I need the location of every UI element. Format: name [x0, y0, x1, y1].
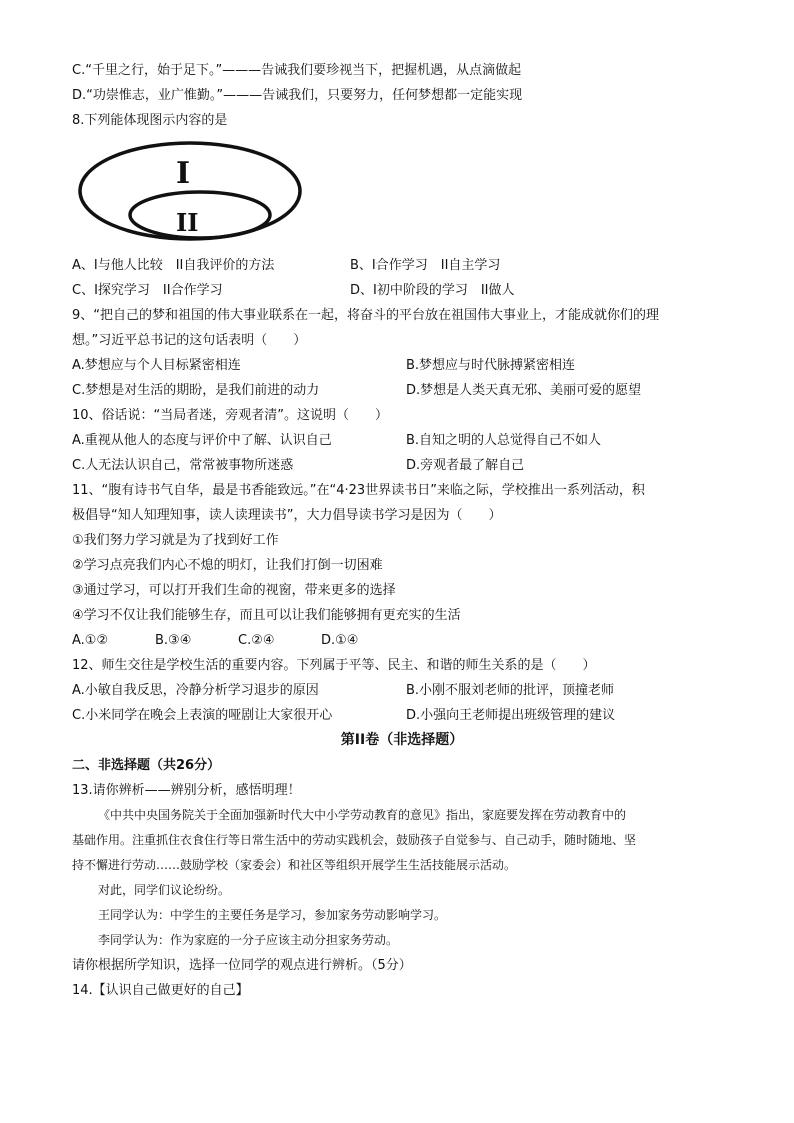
- q8-option-c: C、I探究学习 II合作学习: [72, 283, 223, 298]
- q10-option-d: D.旁观者最了解自己: [406, 458, 525, 473]
- q12-option-a: A.小敏自我反思，冷静分析学习退步的原因: [72, 683, 319, 698]
- q9-stem-line1: 9、“把自己的梦和祖国的伟大事业联系在一起，将奋斗的平台放在祖国伟大事业上，才能成就你们的理: [72, 308, 660, 323]
- q10-options-row2: [72, 453, 732, 478]
- q11-option-d: D.①④: [321, 633, 359, 648]
- q11-item-1: ①我们努力学习就是为了找到好工作: [72, 533, 279, 548]
- q11-option-c: C.②④: [238, 633, 275, 648]
- q13-wang-opinion: 王同学认为：中学生的主要任务是学习，参加家务劳动影响学习。: [98, 908, 447, 922]
- q13-quote-line1: 《中共中央国务院关于全面加强新时代大中小学劳动教育的意见》指出，家庭要发挥在劳动教育中的: [98, 808, 627, 822]
- q8-ellipse-figure: [72, 133, 732, 253]
- q9-option-c: C.梦想是对生活的期盼，是我们前进的动力: [72, 383, 320, 398]
- q9-options-row1: [72, 353, 732, 378]
- q10-option-a: A.重视从他人的态度与评价中了解、认识自己: [72, 433, 332, 448]
- inner-ellipse-label: II: [176, 208, 199, 237]
- q8-options-row1: [72, 253, 732, 278]
- q8-option-a: A、I与他人比较 II自我评价的方法: [72, 258, 275, 273]
- q12-option-d: D.小强向王老师提出班级管理的建议: [406, 708, 616, 723]
- q11-options: [72, 628, 732, 653]
- q9-option-b: B.梦想应与时代脉搏紧密相连: [406, 358, 576, 373]
- q13-li-opinion: 李同学认为：作为家庭的一分子应该主动分担家务劳动。: [98, 933, 399, 947]
- q12-option-c: C.小米同学在晚会上表演的哑剧让大家很开心: [72, 708, 333, 723]
- q12-options-row1: [72, 678, 732, 703]
- q14-stem: 14.【认识自己做更好的自己】: [72, 983, 249, 998]
- exam-page: [72, 58, 732, 1003]
- q10-option-b: B.自知之明的人总觉得自己不如人: [406, 433, 602, 448]
- q13-quote-line3: 持不懈进行劳动……鼓励学校（家委会）和社区等组织开展学生生活技能展示活动。: [72, 858, 517, 872]
- q9-option-a: A.梦想应与个人目标紧密相连: [72, 358, 241, 373]
- part-two-heading: 二、非选择题（共26分）: [72, 758, 221, 773]
- q11-option-b: B.③④: [155, 633, 192, 648]
- q13-discussion: 对此，同学们议论纷纷。: [98, 883, 231, 897]
- inner-ellipse: [130, 192, 270, 238]
- q10-options-row1: [72, 428, 732, 453]
- q10-stem: 10、俗话说：“当局者迷，旁观者清”。这说明（ ）: [72, 408, 389, 423]
- q11-item-4: ④学习不仅让我们能够生存，而且可以让我们能够拥有更充实的生活: [72, 608, 461, 623]
- outer-ellipse-label: I: [176, 156, 191, 191]
- q11-item-3: ③通过学习，可以打开我们生命的视窗，带来更多的选择: [72, 583, 396, 598]
- q9-stem-line2: 想。”习近平总书记的这句话表明（ ）: [72, 333, 307, 348]
- q8-options-row2: [72, 278, 732, 303]
- q11-stem-line2: 极倡导“知人知理知事，读人读理读书”，大力倡导读书学习是因为（ ）: [72, 508, 502, 523]
- q8-option-d: D、I初中阶段的学习 II做人: [350, 283, 515, 298]
- q9-options-row2: [72, 378, 732, 403]
- part-two-title: 第II卷（非选择题）: [340, 732, 464, 748]
- q7-option-c: C.“千里之行，始于足下。”———告诫我们要珍视当下，把握机遇，从点滴做起: [72, 63, 522, 78]
- q12-stem: 12、师生交往是学校生活的重要内容。下列属于平等、民主、和谐的师生关系的是（ ）: [72, 658, 596, 673]
- q11-option-a: A.①②: [72, 633, 109, 648]
- q8-stem: 8.下列能体现图示内容的是: [72, 113, 228, 128]
- q11-stem-line1: 11、“腹有诗书气自华，最是书香能致远。”在“4·23世界读书日”来临之际，学校推出一系列活动，积: [72, 483, 645, 498]
- q12-options-row2: [72, 703, 732, 728]
- q10-option-c: C.人无法认识自己，常常被事物所迷惑: [72, 458, 294, 473]
- q12-option-b: B.小刚不服刘老师的批评，顶撞老师: [406, 683, 615, 698]
- q11-item-2: ②学习点亮我们内心不熄的明灯，让我们打倒一切困难: [72, 558, 383, 573]
- q13-quote-line2: 基础作用。注重抓住衣食住行等日常生活中的劳动实践机会，鼓励孩子自觉参与、自己动手，随时随地、坚: [72, 833, 637, 847]
- q7-option-d: D.“功崇惟志，业广惟勤。”———告诫我们，只要努力，任何梦想都一定能实现: [72, 88, 523, 103]
- q13-stem: 13.请你辨析——辨别分析，感悟明理！: [72, 783, 301, 798]
- q9-option-d: D.梦想是人类天真无邪、美丽可爱的愿望: [406, 383, 642, 398]
- q13-task: 请你根据所学知识，选择一位同学的观点进行辨析。（5分）: [72, 958, 412, 973]
- q8-option-b: B、I合作学习 II自主学习: [350, 258, 501, 273]
